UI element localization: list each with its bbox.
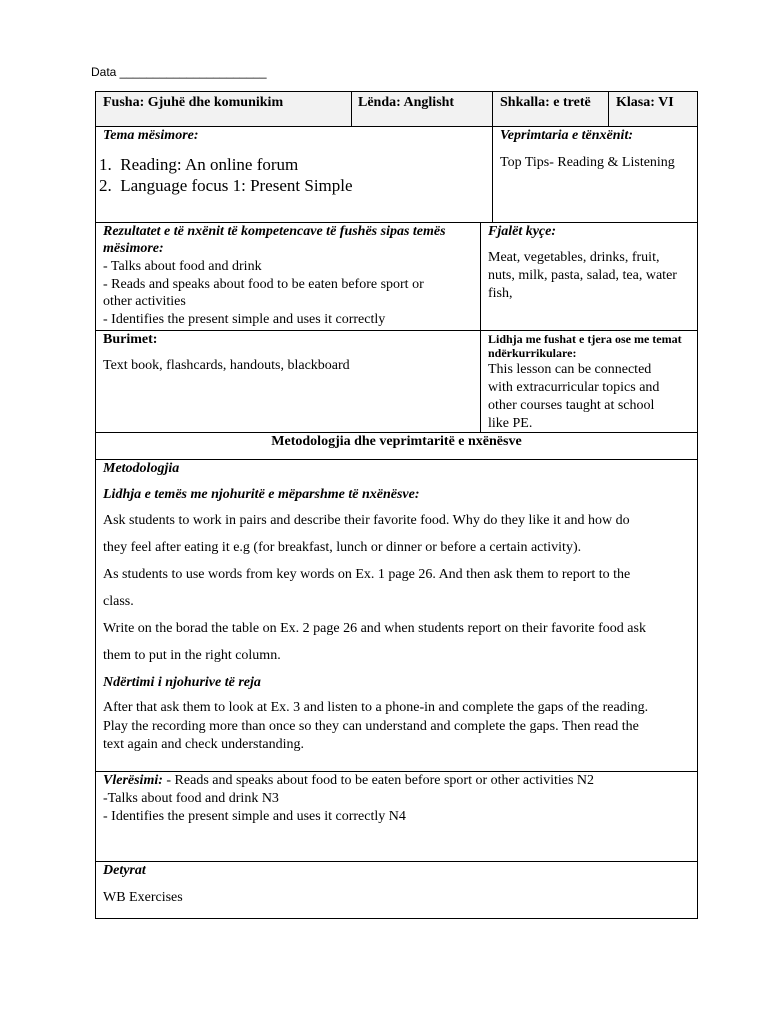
rezultatet-line-2: - Reads and speaks about food to be eaten before sport or [103, 277, 424, 292]
date-field: Data ______________________ [91, 65, 267, 79]
shkalla-label: Shkalla: e tretë [500, 95, 591, 110]
lidhja-fushat-line-2: with extracurricular topics and [488, 380, 660, 395]
metodologjia-header: Metodologjia dhe veprimtaritë e nxënësve [271, 434, 522, 449]
para1-line1: Ask students to work in pairs and describe their favorite food. Why do they like it and how do [103, 513, 630, 528]
para2-line1: As students to use words from key words on Ex. 1 page 26. And then ask them to report to the [103, 567, 631, 582]
header-fusha-cell [95, 91, 352, 127]
tema-label: Tema mësimore: [103, 128, 199, 143]
vleresimi-line1-text: - Reads and speaks about food to be eaten before sport or other activities N2 [162, 773, 595, 788]
tema-item-1: 1. Reading: An online forum [99, 155, 299, 174]
veprimtaria-cell [492, 126, 698, 223]
ndertimi-label: Ndërtimi i njohurive të reja [103, 675, 261, 690]
header-lenda-cell [351, 91, 493, 127]
tema-item-2: 2. Language focus 1: Present Simple [99, 176, 353, 195]
burimet-cell [95, 330, 481, 433]
fjalet-line-3: fish, [488, 286, 513, 301]
lidhja-fushat-label-line2: ndërkurrikulare: [488, 346, 577, 360]
header-shkalla-cell [492, 91, 609, 127]
tema-cell [95, 126, 493, 223]
lidhja-fushat-line-1: This lesson can be connected [488, 362, 652, 377]
burimet-label: Burimet: [103, 332, 158, 347]
vleresimi-line2: -Talks about food and drink N3 [103, 791, 279, 806]
rezultatet-line-3: other activities [103, 294, 186, 309]
rezultatet-line-1: - Talks about food and drink [103, 259, 262, 274]
para2-line2: class. [103, 594, 134, 609]
para1-line2: they feel after eating it e.g (for breakfast, lunch or dinner or before a certain activity). [103, 540, 582, 555]
rezultatet-line-4: - Identifies the present simple and uses it correctly [103, 312, 386, 327]
detyrat-cell [95, 861, 698, 919]
lidhja-fushat-label-line1: Lidhja me fushat e tjera ose me temat [488, 332, 682, 346]
rezultatet-cell [95, 222, 481, 331]
metodologjia-header-cell [95, 432, 698, 460]
veprimtaria-text: Top Tips- Reading & Listening [500, 155, 675, 170]
fjalet-cell [480, 222, 698, 331]
para3-line2: them to put in the right column. [103, 648, 281, 663]
para3-line1: Write on the borad the table on Ex. 2 page 26 and when students report on their favorite food ask [103, 621, 646, 636]
rezultatet-label-line2: mësimore: [103, 241, 164, 256]
para4-line2: Play the recording more than once so they can understand and complete the gaps. Then read the [103, 719, 639, 734]
tema-item-1-text: Reading: An online forum [120, 155, 299, 174]
fusha-label: Fusha: Gjuhë dhe komunikim [103, 95, 284, 110]
fjalet-line-2: nuts, milk, pasta, salad, tea, water [488, 268, 677, 283]
vleresimi-line1 [103, 772, 691, 790]
vleresimi-cell [95, 771, 698, 862]
rezultatet-label-line1: Rezultatet e të nxënit të kompetencave të fushës sipas temës [103, 224, 446, 239]
detyrat-text: WB Exercises [103, 890, 183, 905]
metodologjia-label: Metodologjia [103, 461, 180, 476]
para4-line3: text again and check understanding. [103, 737, 304, 752]
lidhja-fushat-line-4: like PE. [488, 416, 533, 431]
detyrat-label: Detyrat [103, 863, 146, 878]
vleresimi-label: Vlerësimi: [103, 773, 163, 788]
vleresimi-line3: - Identifies the present simple and uses it correctly N4 [103, 809, 406, 824]
fjalet-line-1: Meat, vegetables, drinks, fruit, [488, 250, 660, 265]
fjalet-label: Fjalët kyçe: [488, 224, 557, 239]
header-klasa-cell [608, 91, 698, 127]
tema-item-2-text: Language focus 1: Present Simple [120, 176, 353, 195]
lidhja-temes-label: Lidhja e temës me njohuritë e mëparshme të nxënësve: [103, 487, 420, 502]
klasa-label: Klasa: VI [616, 95, 674, 110]
lenda-label: Lënda: Anglisht [358, 95, 455, 110]
lidhja-fushat-cell [480, 330, 698, 433]
veprimtaria-label: Veprimtaria e tënxënit: [500, 128, 633, 143]
metodologjia-cell [95, 459, 698, 772]
para4-line1: After that ask them to look at Ex. 3 and listen to a phone-in and complete the gaps of the reading. [103, 700, 649, 715]
burimet-text: Text book, flashcards, handouts, blackboard [103, 358, 350, 373]
lidhja-fushat-line-3: other courses taught at school [488, 398, 655, 413]
